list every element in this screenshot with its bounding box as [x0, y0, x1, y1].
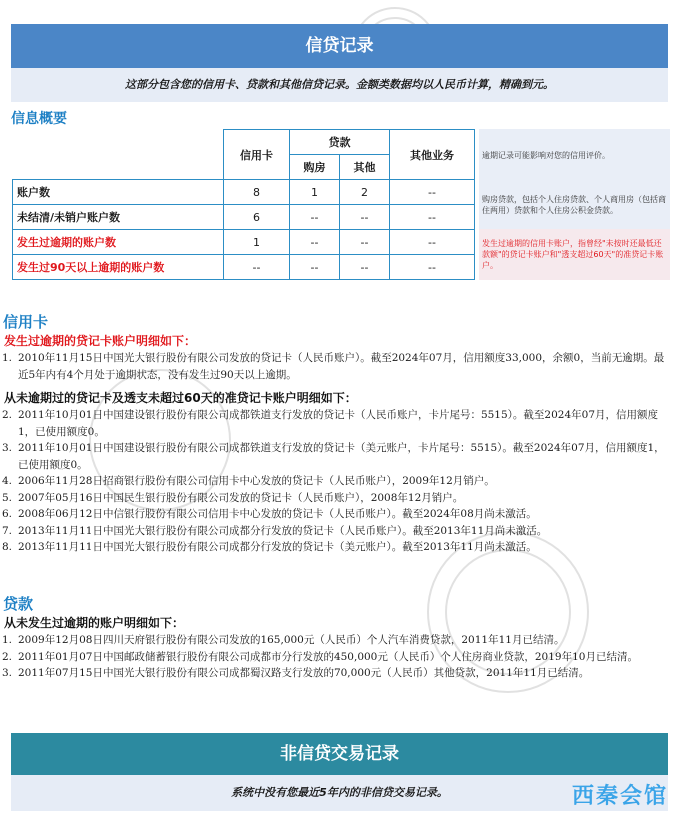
list-item: [0, 649, 673, 666]
row-label: 账户数: [13, 180, 224, 205]
item-number: 3.: [2, 442, 13, 454]
cell-other-business: --: [390, 180, 475, 205]
item-text: 2013年11月11日中国光大银行股份有限公司成都分行发放的贷记卡（美元账户）。截至2013年11月尚未激活。: [18, 541, 537, 553]
overdue-card-heading: 发生过逾期的贷记卡账户明细如下：: [4, 334, 197, 348]
item-text: 2009年12月08日四川天府银行股份有限公司发放的165,000元（人民币）个人汽车消费贷款，2011年11月已结清。: [18, 634, 565, 646]
item-number: 2.: [2, 409, 13, 421]
header-credit-card: 信用卡: [224, 130, 290, 180]
item-text: 2013年11月11日中国光大银行股份有限公司成都分行发放的贷记卡（人民币账户）。截至2013年11月尚未激活。: [18, 524, 548, 537]
credit-section-title: 信贷记录: [11, 24, 668, 68]
item-text: 2007年05月16日中国民生银行股份有限公司发放的贷记卡（人民币账户），2008年12月销户。: [18, 491, 464, 504]
non-credit-section-subtitle: 系统中没有您最近5年内的非信贷交易记录。: [11, 775, 668, 811]
cell-other-business: --: [390, 205, 475, 230]
item-text: 2011年07月15日中国光大银行股份有限公司成都蜀汉路支行发放的70,000元（人民币）其他贷款，2011年11月已结清。: [18, 667, 590, 679]
cell-other: --: [340, 205, 390, 230]
item-text: 2011年01月07日中国邮政储蓄银行股份有限公司成都市分行发放的450,000元（人民币）个人住房商业贷款，2019年10月已结清。: [18, 650, 638, 663]
loans-sub-heading: 从未发生过逾期的账户明细如下：: [4, 616, 185, 630]
item-text: 2008年06月12日中信银行股份有限公司信用卡中心发放的贷记卡（人民币账户）。截至2024年08月尚未激活。: [18, 508, 537, 520]
header-other-business: 其他业务: [390, 130, 475, 180]
cell-other: --: [340, 255, 390, 280]
item-number: 4.: [2, 475, 13, 487]
list-item: [0, 490, 673, 507]
credit-section-subtitle: 这部分包含您的信用卡、贷款和其他信贷记录。金额类数据均以人民币计算，精确到元。: [11, 68, 668, 102]
list-item: [0, 523, 673, 540]
cell-housing: --: [290, 255, 340, 280]
list-item: [0, 407, 673, 440]
item-number: 3.: [2, 667, 13, 679]
note-housing-loan: 购房贷款，包括个人住房贷款、个人商用房（包括商住两用）贷款和个人住房公积金贷款。: [479, 180, 670, 230]
list-item: [0, 350, 673, 383]
list-item: [0, 539, 673, 556]
table-row: [13, 255, 475, 280]
header-other: 其他: [340, 155, 390, 180]
item-text: 2006年11月28日招商银行股份有限公司信用卡中心发放的贷记卡（人民币账户），2009年12月销户。: [18, 475, 495, 487]
table-header-row: [13, 130, 475, 155]
cell-credit-card: 8: [224, 180, 290, 205]
loans-list: [0, 632, 673, 682]
list-item: [0, 506, 673, 523]
cell-credit-card: 6: [224, 205, 290, 230]
item-number: 1.: [2, 352, 13, 364]
row-label: 发生过逾期的账户数: [13, 230, 224, 255]
overview-heading: 信息概要: [11, 111, 67, 127]
item-text: 2011年10月01日中国建设银行股份有限公司成都铁道支行发放的贷记卡（人民币账户，卡片尾号：5515）。截至2024年07月，信用额度1，已使用额度0。: [18, 409, 658, 438]
item-number: 2.: [2, 650, 13, 663]
header-loan: 贷款: [290, 130, 390, 155]
overdue-card-list: [0, 350, 673, 383]
cell-credit-card: --: [224, 255, 290, 280]
cell-housing: --: [290, 230, 340, 255]
overview-table: [12, 129, 475, 280]
credit-card-heading: 信用卡: [3, 313, 49, 331]
note-overdue-definition: 发生过逾期的信用卡账户，指曾经"未按时还最低还款额"的贷记卡账户和"透支超过60天"的准贷记卡账户。: [479, 229, 670, 280]
list-item: [0, 473, 673, 490]
cell-housing: --: [290, 205, 340, 230]
cell-housing: 1: [290, 180, 340, 205]
cell-credit-card: 1: [224, 230, 290, 255]
list-item: [0, 665, 673, 682]
row-label: 发生过90天以上逾期的账户数: [13, 255, 224, 280]
list-item: [0, 632, 673, 649]
quasi-card-heading: 从未逾期过的贷记卡及透支未超过60天的准贷记卡账户明细如下：: [4, 391, 357, 405]
table-row: [13, 205, 475, 230]
item-number: 5.: [2, 491, 13, 504]
item-number: 1.: [2, 634, 13, 646]
non-credit-section-title: 非信贷交易记录: [11, 733, 668, 775]
cell-other: --: [340, 230, 390, 255]
quasi-card-list: [0, 407, 673, 556]
item-number: 7.: [2, 524, 13, 537]
header-housing: 购房: [290, 155, 340, 180]
list-item: [0, 440, 673, 473]
item-text: 2011年10月01日中国建设银行股份有限公司成都铁道支行发放的贷记卡（美元账户，卡片尾号：5515）。截至2024年07月，信用额度1，已使用额度0。: [18, 442, 665, 471]
table-corner: [13, 130, 224, 180]
item-number: 8.: [2, 541, 13, 553]
cell-other-business: --: [390, 255, 475, 280]
item-text: 2010年11月15日中国光大银行股份有限公司发放的贷记卡（人民币账户）。截至2024年07月，信用额度33,000，余额0，当前无逾期。最近5年内有4个月处于逾期状态，没有发生过90天以上逾期。: [18, 352, 665, 381]
table-row: [13, 180, 475, 205]
row-label: 未结清/未销户账户数: [13, 205, 224, 230]
table-row: [13, 230, 475, 255]
cell-other-business: --: [390, 230, 475, 255]
watermark-badge: 西秦会馆: [571, 784, 668, 809]
note-overdue-impact: 逾期记录可能影响对您的信用评价。: [479, 129, 670, 181]
item-number: 6.: [2, 508, 13, 520]
cell-other: 2: [340, 180, 390, 205]
loans-heading: 贷款: [3, 595, 34, 613]
